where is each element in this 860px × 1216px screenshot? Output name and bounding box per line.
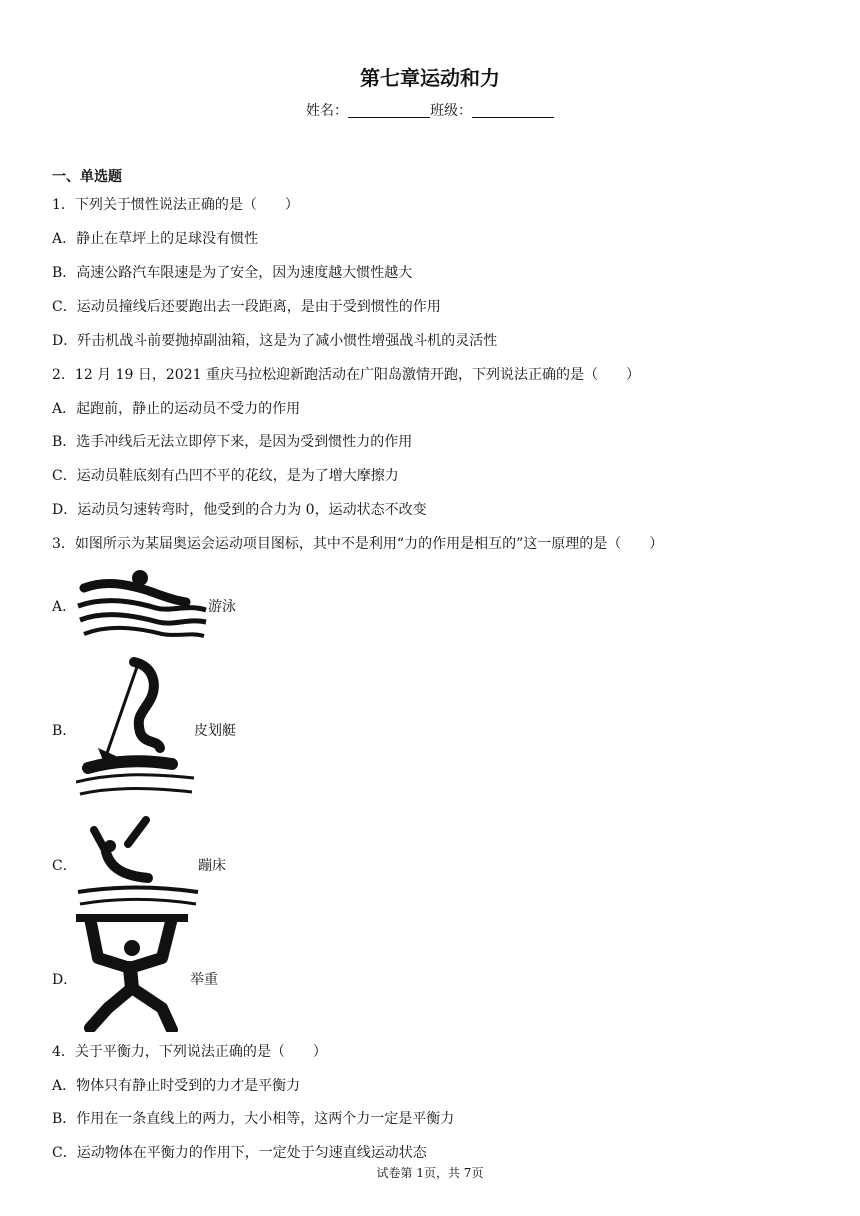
class-label: 班级：: [430, 103, 472, 119]
student-info: [0, 100, 860, 120]
page-footer: 试卷第 1页，共 7页: [376, 1166, 484, 1180]
question-4: 4．关于平衡力，下列说法正确的是（ ）: [52, 1044, 327, 1060]
q4-option-b: B．作用在一条直线上的两力，大小相等，这两个力一定是平衡力: [52, 1111, 455, 1127]
q3-option-c-label: C．: [52, 858, 77, 874]
q4-option-c: C．运动物体在平衡力的作用下，一定处于匀速直线运动状态: [52, 1145, 427, 1161]
canoe-icon: [76, 656, 196, 798]
class-blank: [472, 103, 554, 118]
q1-option-d: D．歼击机战斗前要抛掉副油箱，这是为了减小惯性增强战斗机的灵活性: [52, 333, 498, 349]
trampoline-icon: [76, 816, 200, 912]
q3-option-a-label: A．: [52, 599, 77, 615]
question-2: 2．12 月 19 日，2021 重庆马拉松迎新跑活动在广阳岛激情开跑，下列说法正确的是（ ）: [52, 367, 640, 383]
swimming-icon: [76, 566, 208, 638]
weightlifting-icon: [76, 912, 188, 1032]
q3-option-a-caption: 游泳: [208, 599, 236, 615]
q3-option-d-caption: 举重: [190, 972, 218, 988]
name-label: 姓名：: [306, 103, 348, 119]
q1-option-a: A．静止在草坪上的足球没有惯性: [52, 231, 259, 247]
question-1: 1．下列关于惯性说法正确的是（ ）: [52, 197, 299, 213]
q2-option-c: C．运动员鞋底刻有凸凹不平的花纹，是为了增大摩擦力: [52, 468, 399, 484]
q2-option-a: A．起跑前，静止的运动员不受力的作用: [52, 401, 301, 417]
q2-option-d: D．运动员匀速转弯时，他受到的合力为 0，运动状态不改变: [52, 502, 427, 518]
section-heading: 一、单选题: [52, 169, 122, 185]
question-3: 3．如图所示为某届奥运会运动项目图标，其中不是利用“力的作用是相互的”这一原理的是（ ）: [52, 536, 664, 552]
name-blank: [348, 103, 430, 118]
q1-option-c: C．运动员撞线后还要跑出去一段距离，是由于受到惯性的作用: [52, 299, 441, 315]
q4-option-a: A．物体只有静止时受到的力才是平衡力: [52, 1078, 301, 1094]
page-title: 第七章运动和力: [360, 66, 500, 90]
q1-option-b: B．高速公路汽车限速是为了安全，因为速度越大惯性越大: [52, 265, 413, 281]
q3-option-b-caption: 皮划艇: [194, 723, 236, 739]
q3-option-b-label: B．: [52, 723, 77, 739]
q2-option-b: B．选手冲线后无法立即停下来，是因为受到惯性力的作用: [52, 434, 413, 450]
q3-option-d-label: D．: [52, 972, 78, 988]
q3-option-c-caption: 蹦床: [198, 858, 226, 874]
